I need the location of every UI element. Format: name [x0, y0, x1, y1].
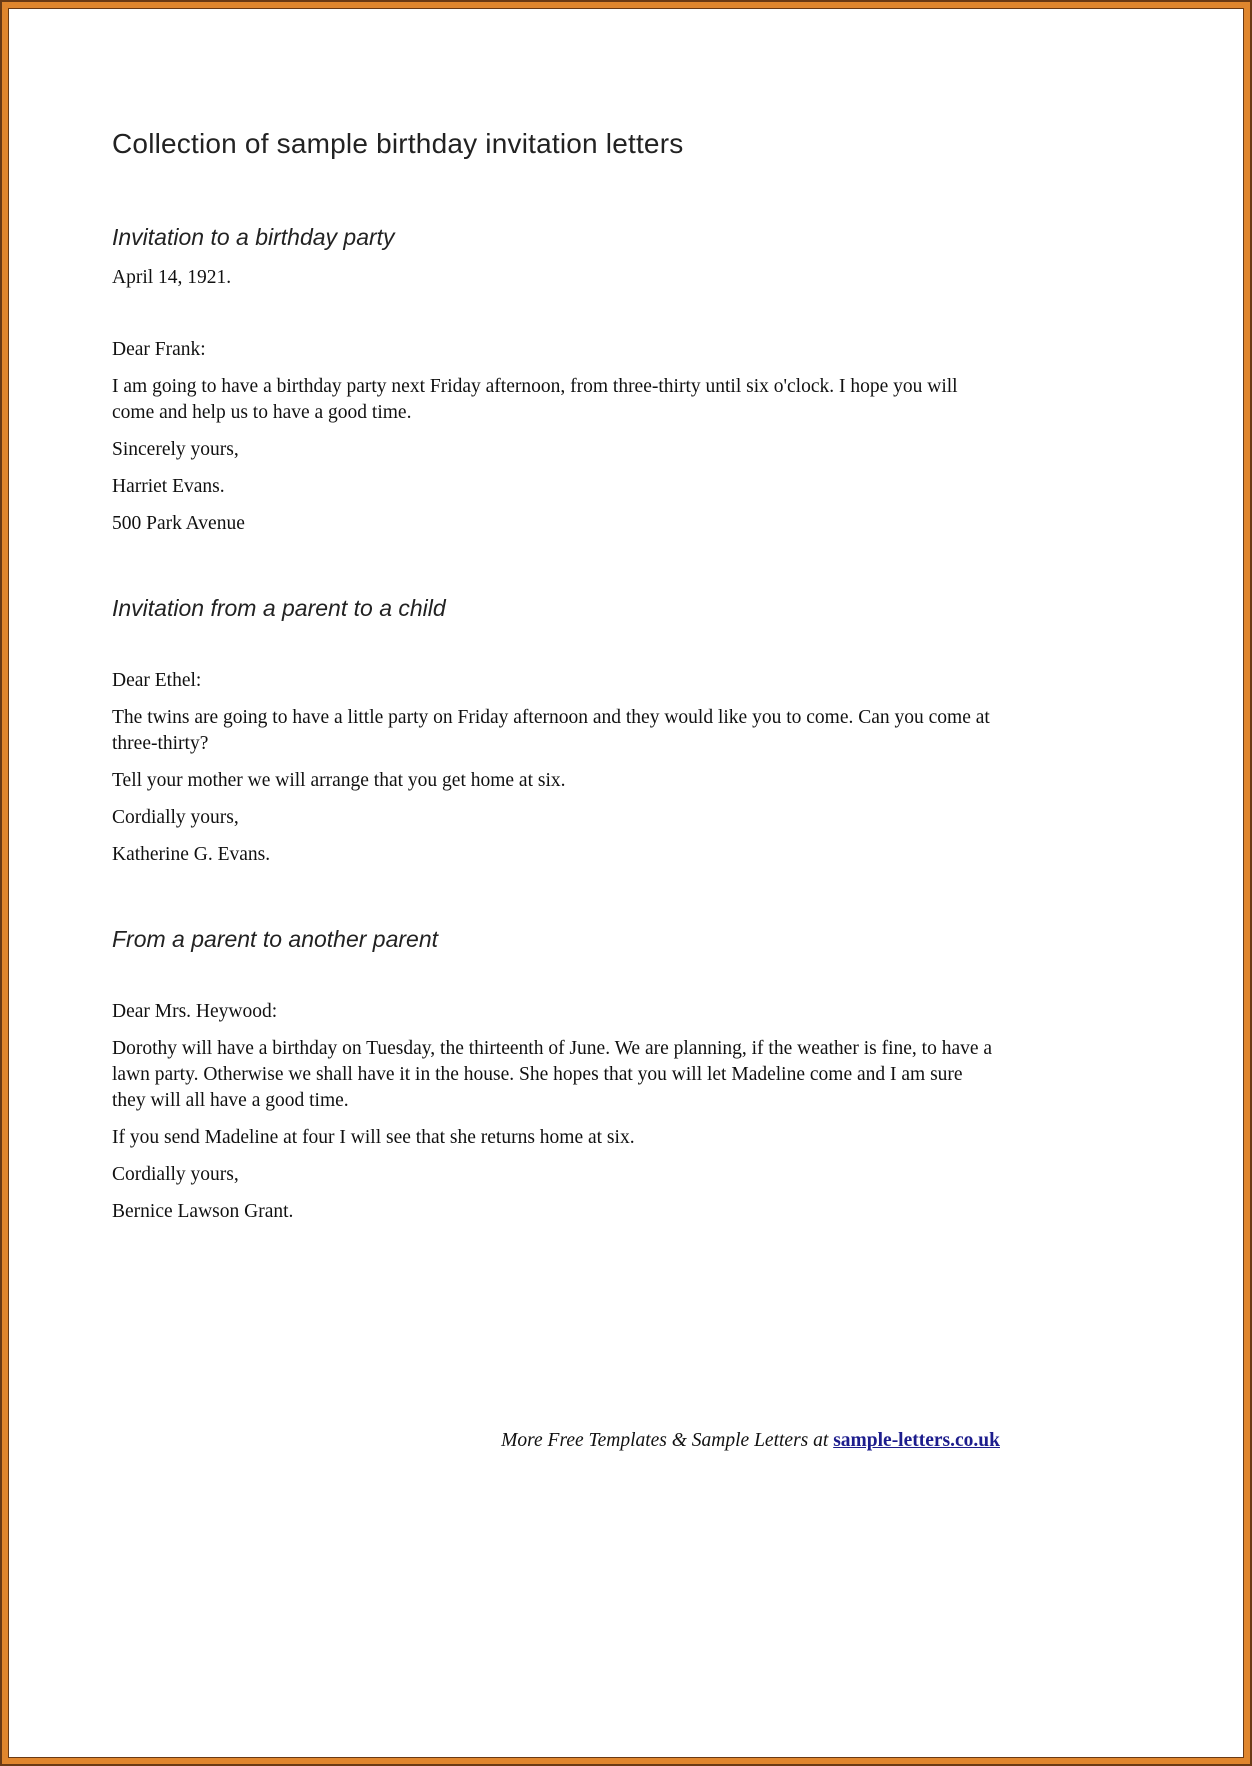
footer-site-link[interactable]: sample-letters.co.uk	[833, 1430, 1000, 1451]
letter-body: Tell your mother we will arrange that you get home at six.	[112, 770, 566, 791]
section-heading: Invitation from a parent to a child	[112, 595, 446, 621]
letter-body: Dorothy will have a birthday on Tuesday, the thirteenth of June. We are planning, if the weather is fine, to have a lawn party. Otherwise we shall have it in the house. She hopes that you will let Madeline come and I am sure they will all have a good time.	[112, 1038, 993, 1111]
letter-date: April 14, 1921.	[112, 267, 232, 288]
document-content	[112, 2, 1000, 1225]
section-birthday-party-invitation	[112, 224, 1000, 537]
letter-signature: Harriet Evans.	[112, 476, 225, 497]
letter-body: I am going to have a birthday party next Friday afternoon, from three-thirty until six o'clock. I hope you will come and help us to have a good time.	[112, 376, 958, 423]
section-parent-to-child-invitation	[112, 595, 1000, 868]
letter-closing: Cordially yours,	[112, 1164, 239, 1185]
letter-signature: Katherine G. Evans.	[112, 844, 271, 865]
section-heading: From a parent to another parent	[112, 926, 439, 952]
letter-greeting: Dear Mrs. Heywood:	[112, 1001, 278, 1022]
section-heading: Invitation to a birthday party	[112, 224, 395, 250]
footer	[112, 1430, 1000, 1452]
letter-body: If you send Madeline at four I will see that she returns home at six.	[112, 1127, 635, 1148]
letter-closing: Sincerely yours,	[112, 439, 239, 460]
footer-text: More Free Templates & Sample Letters	[501, 1430, 809, 1451]
footer-at-text: at	[808, 1430, 834, 1451]
page-title: Collection of sample birthday invitation letters	[112, 128, 684, 159]
letter-closing: Cordially yours,	[112, 807, 239, 828]
letter-greeting: Dear Frank:	[112, 339, 206, 360]
letter-address: 500 Park Avenue	[112, 513, 245, 534]
letter-signature: Bernice Lawson Grant.	[112, 1201, 294, 1222]
letter-body: The twins are going to have a little party on Friday afternoon and they would like you to come. Can you come at three-thirty?	[112, 707, 990, 754]
section-parent-to-parent-invitation	[112, 926, 1000, 1225]
letter-greeting: Dear Ethel:	[112, 670, 202, 691]
